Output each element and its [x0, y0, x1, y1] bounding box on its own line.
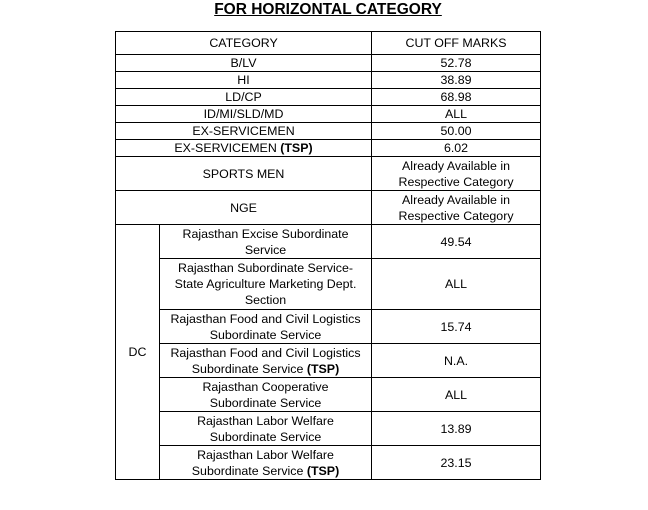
- table-row: [116, 106, 541, 123]
- table-row: [116, 140, 541, 157]
- category-cell: [116, 140, 372, 157]
- category-cell: ID/MI/SLD/MD: [116, 106, 372, 123]
- service-line: Rajasthan Food and Civil Logistics: [170, 345, 361, 360]
- service-line: Subordinate Service: [191, 463, 304, 478]
- category-cell: HI: [116, 72, 372, 89]
- service-line: Rajasthan Subordinate Service-: [178, 261, 353, 275]
- service-cell: [160, 310, 372, 344]
- table-row: [116, 89, 541, 106]
- marks-cell: [372, 157, 541, 191]
- dc-category-cell: DC: [116, 225, 160, 480]
- marks-cell: 13.89: [372, 412, 541, 446]
- service-cell: [160, 225, 372, 259]
- marks-cell: [372, 191, 541, 225]
- dc-service-row: [116, 378, 541, 412]
- category-cell: B/LV: [116, 55, 372, 72]
- marks-cell: N.A.: [372, 344, 541, 378]
- table-row: [116, 123, 541, 140]
- marks-cell: 6.02: [372, 140, 541, 157]
- marks-line: Already Available in: [402, 158, 510, 173]
- dc-service-row: [116, 310, 541, 344]
- marks-line: Already Available in: [402, 192, 510, 207]
- service-cell: [160, 344, 372, 378]
- service-line: Rajasthan Food and Civil Logistics: [170, 311, 361, 326]
- dc-service-row: [116, 259, 541, 310]
- dc-service-row: [116, 446, 541, 480]
- service-cell: [160, 446, 372, 480]
- marks-cell: 23.15: [372, 446, 541, 480]
- table-header-row: [116, 32, 541, 55]
- marks-cell: ALL: [372, 106, 541, 123]
- service-line: Subordinate Service: [209, 429, 322, 444]
- service-line: Service: [244, 242, 287, 257]
- table-row: [116, 191, 541, 225]
- service-line: Rajasthan Cooperative: [202, 379, 329, 394]
- category-cell: NGE: [116, 191, 372, 225]
- service-line: State Agriculture Marketing Dept.: [174, 277, 357, 291]
- service-line: Subordinate Service: [209, 327, 322, 342]
- header-cutoff-marks: CUT OFF MARKS: [372, 32, 541, 55]
- tsp-suffix: (TSP): [306, 463, 340, 478]
- category-text: EX-SERVICEMEN: [174, 141, 277, 155]
- marks-cell: 38.89: [372, 72, 541, 89]
- marks-cell: ALL: [372, 378, 541, 412]
- marks-cell: ALL: [372, 259, 541, 310]
- marks-cell: 50.00: [372, 123, 541, 140]
- dc-service-row: [116, 344, 541, 378]
- service-line: Subordinate Service: [191, 361, 304, 376]
- service-cell: [160, 412, 372, 446]
- marks-cell: 49.54: [372, 225, 541, 259]
- marks-line: Respective Category: [398, 174, 514, 189]
- table-row: [116, 157, 541, 191]
- table-row: [116, 55, 541, 72]
- service-line: Subordinate Service: [209, 395, 322, 410]
- marks-cell: 15.74: [372, 310, 541, 344]
- marks-cell: 52.78: [372, 55, 541, 72]
- marks-cell: 68.98: [372, 89, 541, 106]
- table-row: [116, 72, 541, 89]
- header-category: CATEGORY: [116, 32, 372, 55]
- service-cell: [160, 378, 372, 412]
- page-title: FOR HORIZONTAL CATEGORY: [214, 1, 442, 18]
- cutoff-table: [115, 31, 541, 480]
- marks-line: Respective Category: [398, 208, 514, 223]
- tsp-suffix: (TSP): [280, 141, 313, 155]
- dc-service-row: [116, 412, 541, 446]
- service-line: Rajasthan Labor Welfare: [197, 447, 334, 462]
- dc-service-row: [116, 225, 541, 259]
- category-cell: EX-SERVICEMEN: [116, 123, 372, 140]
- tsp-suffix: (TSP): [306, 361, 340, 376]
- category-cell: SPORTS MEN: [116, 157, 372, 191]
- category-cell: LD/CP: [116, 89, 372, 106]
- service-line: Section: [244, 293, 287, 307]
- service-line: Rajasthan Labor Welfare: [197, 413, 334, 428]
- service-cell: [160, 259, 372, 310]
- service-line: Rajasthan Excise Subordinate: [182, 226, 349, 241]
